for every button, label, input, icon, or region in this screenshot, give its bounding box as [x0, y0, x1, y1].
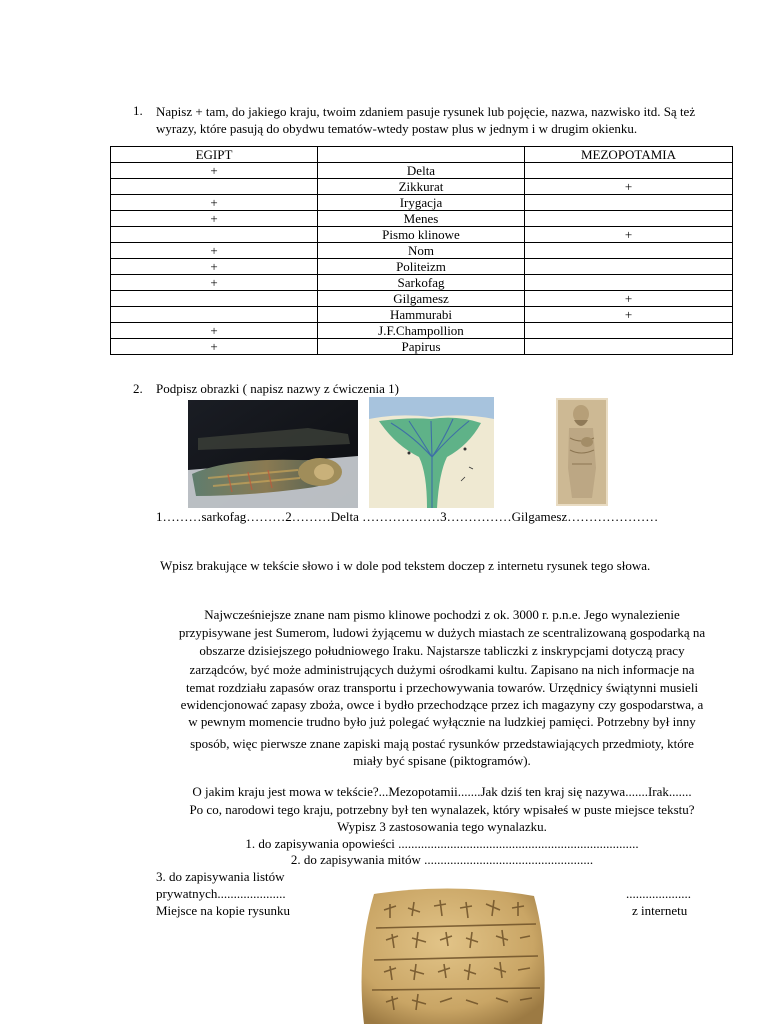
cell-mezopotamia: +: [525, 227, 733, 243]
question-2-text: Podpisz obrazki ( napisz nazwy z ćwiczenia 1): [156, 381, 399, 396]
cell-egipt: +: [111, 339, 318, 355]
cell-mezopotamia: +: [525, 179, 733, 195]
cell-term: Papirus: [318, 339, 525, 355]
cell-term: Menes: [318, 211, 525, 227]
gilgamesh-relief: [556, 398, 608, 506]
cell-term: Zikkurat: [318, 179, 525, 195]
question-2-number: 2.: [133, 381, 143, 396]
cell-egipt: +: [111, 243, 318, 259]
cell-egipt: +: [111, 195, 318, 211]
cell-term: Gilgamesz: [318, 291, 525, 307]
table-row: [111, 307, 733, 323]
paragraph-line: zarządców, być może administrujących dużymi ośrodkami kultu. Zapisano na nich informacje na: [189, 662, 695, 677]
dots-right: ....................: [626, 886, 691, 901]
cell-egipt: [111, 227, 318, 243]
use-3-line-2: prywatnych.....................: [156, 886, 286, 901]
table-row: [111, 195, 733, 211]
cuneiform-tablet-image: [356, 884, 551, 1024]
cell-mezopotamia: +: [525, 307, 733, 323]
cell-egipt: +: [111, 211, 318, 227]
table-row: [111, 259, 733, 275]
use-1: 1. do zapisywania opowieści ..........................................................................: [245, 836, 639, 851]
nile-delta-map: [369, 397, 494, 508]
cell-term: Nom: [318, 243, 525, 259]
cell-mezopotamia: [525, 323, 733, 339]
cell-mezopotamia: +: [525, 291, 733, 307]
cell-mezopotamia: [525, 163, 733, 179]
table-row: [111, 179, 733, 195]
paragraph-line: w pewnym momencie trudno było już polegać wyłącznie na ludzkiej pamięci. Potrzebny był inny: [188, 714, 696, 729]
cell-term: Irygacja: [318, 195, 525, 211]
cell-mezopotamia: [525, 211, 733, 227]
from-internet-label: z internetu: [632, 903, 688, 918]
sarcophagus-photo: [188, 400, 358, 508]
cell-egipt: [111, 291, 318, 307]
paragraph-line: miały być spisane (piktogramów).: [353, 753, 531, 768]
question-1-number: 1.: [133, 103, 143, 118]
assignment-table: [110, 146, 733, 355]
table-row: [111, 323, 733, 339]
table-header-row: [111, 147, 733, 163]
cell-term: Sarkofag: [318, 275, 525, 291]
use-2: 2. do zapisywania mitów ....................................................: [290, 852, 594, 867]
cell-egipt: [111, 179, 318, 195]
paragraph-line: Najwcześniejsze znane nam pismo klinowe pochodzi z ok. 3000 r. p.n.e. Jego wynalezienie: [204, 607, 680, 622]
use-3-line-1: 3. do zapisywania listów: [156, 869, 285, 884]
instruction-text: Wpisz brakujące w tekście słowo i w dole pod tekstem doczep z internetu rysunek tego słowa.: [160, 558, 651, 573]
paragraph-line: sposób, więc pierwsze znane zapiski mają postać rysunków przedstawiających przedmioty, które: [190, 736, 694, 751]
table-row: [111, 243, 733, 259]
question-uses: Wypisz 3 zastosowania tego wynalazku.: [337, 819, 547, 834]
cell-term: Politeizm: [318, 259, 525, 275]
image-placeholder-label: Miejsce na kopie rysunku: [156, 903, 290, 918]
paragraph-line: temat rozdziału zapasów oraz transportu i przechowywania towarów. Urzędnicy świątynni musieli: [185, 680, 699, 695]
cell-mezopotamia: [525, 195, 733, 211]
cell-mezopotamia: [525, 275, 733, 291]
cell-term: Delta: [318, 163, 525, 179]
cell-term: Pismo klinowe: [318, 227, 525, 243]
header-middle: [318, 147, 525, 163]
cell-egipt: +: [111, 323, 318, 339]
question-country: O jakim kraju jest mowa w tekście?...Mezopotamii.......Jak dziś ten kraj się nazywa.......Irak.......: [192, 784, 692, 799]
image-captions: 1………sarkofag………2………Delta ………………3……………Gilgamesz…………………: [156, 509, 659, 524]
cell-mezopotamia: [525, 243, 733, 259]
cell-egipt: +: [111, 275, 318, 291]
table-row: [111, 211, 733, 227]
paragraph-line: ewidencjonować zapasy zboża, owce i bydło przechodzące przez ich magazyny czy gospodarstwa, a: [180, 697, 704, 712]
question-why: Po co, narodowi tego kraju, potrzebny był ten wynalazek, który wpisałeś w puste miejsce tekstu?: [189, 802, 695, 817]
question-1-text: Napisz + tam, do jakiego kraju, twoim zdaniem pasuje rysunek lub pojęcie, nazwa, nazwisko itd. Są też wyrazy, które pasują do obydwu tematów-wtedy postaw plus w jednym i w drugim okienku.: [156, 104, 696, 136]
cell-mezopotamia: [525, 259, 733, 275]
header-egipt: EGIPT: [111, 147, 318, 163]
table-row: [111, 227, 733, 243]
header-mezopotamia: MEZOPOTAMIA: [525, 147, 733, 163]
table-row: [111, 291, 733, 307]
cell-term: Hammurabi: [318, 307, 525, 323]
cell-mezopotamia: [525, 339, 733, 355]
table-row: [111, 163, 733, 179]
cell-term: J.F.Champollion: [318, 323, 525, 339]
cell-egipt: [111, 307, 318, 323]
table-row: [111, 275, 733, 291]
paragraph-line: przypisywane jest Sumerom, ludowi żyjącemu w dużych miastach ze scentralizowaną gospodarką na: [178, 625, 706, 640]
cell-egipt: +: [111, 163, 318, 179]
paragraph-line: obszarze dzisiejszego południowego Iraku. Najstarsze tabliczki z inskrypcjami dotyczą pracy: [199, 643, 685, 658]
table-row: [111, 339, 733, 355]
cell-egipt: +: [111, 259, 318, 275]
